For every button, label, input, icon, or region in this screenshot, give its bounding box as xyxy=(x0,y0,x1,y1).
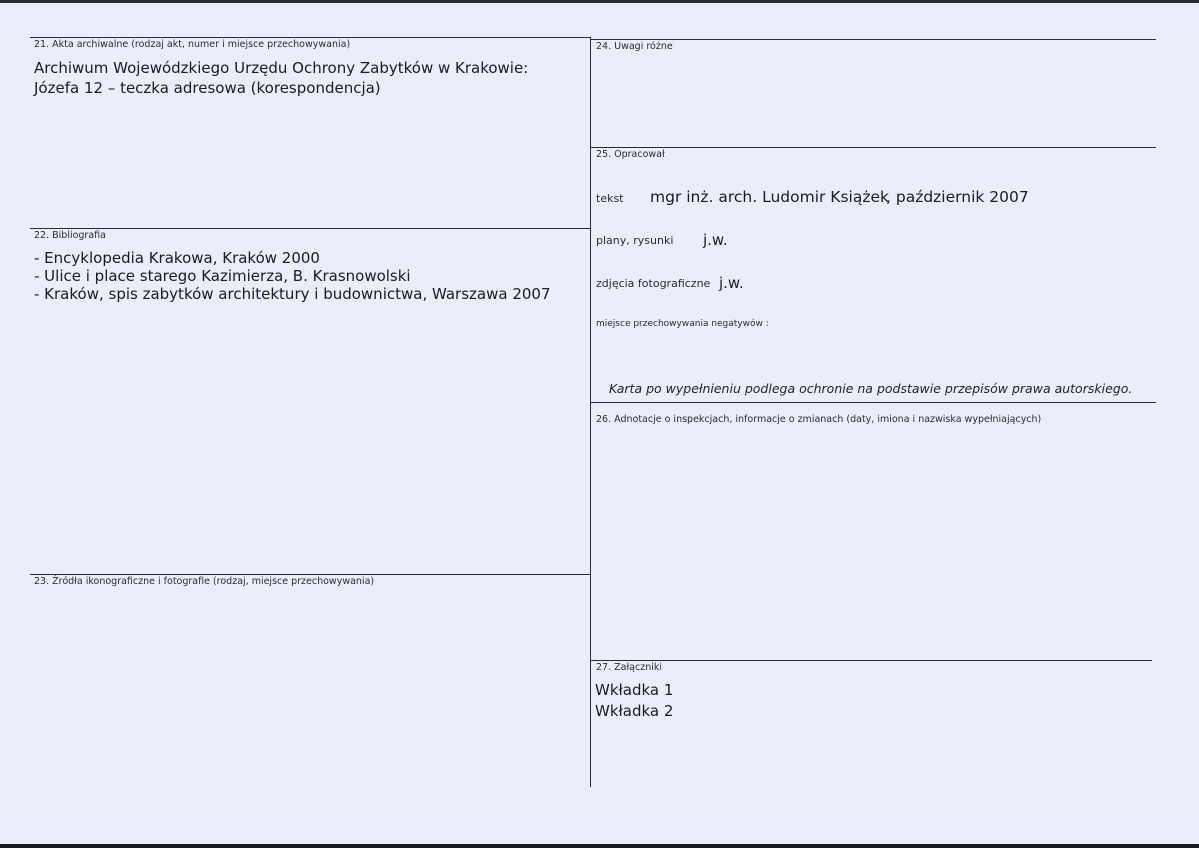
divider-25 xyxy=(590,147,1156,148)
divider-22 xyxy=(30,228,590,229)
divider-24 xyxy=(590,39,1156,40)
scan-edge-bottom xyxy=(0,844,1199,848)
zdjecia-value: j.w. xyxy=(719,274,744,292)
plany-label: plany, rysunki xyxy=(596,234,674,247)
copyright-note: Karta po wypełnieniu podlega ochronie na podstawie przepisów prawa autorskiego. xyxy=(609,381,1133,396)
attachment-item: Wkładka 2 xyxy=(595,702,674,720)
section-21-line-2: Józefa 12 – teczka adresowa (korespondencja) xyxy=(34,79,381,97)
divider-21 xyxy=(30,37,590,38)
divider-26 xyxy=(590,402,1156,403)
bibliography-item: - Ulice i place starego Kazimierza, B. Krasnowolski xyxy=(34,267,411,285)
divider-27 xyxy=(590,660,1152,661)
tekst-label: tekst xyxy=(596,192,624,205)
bibliography-list xyxy=(34,249,551,303)
section-25-label: 25. Opracował xyxy=(596,149,665,160)
section-24-label: 24. Uwagi różne xyxy=(596,41,673,52)
bibliography-item: - Encyklopedia Krakowa, Kraków 2000 xyxy=(34,249,320,267)
divider-23 xyxy=(30,574,590,575)
plany-value: j.w. xyxy=(703,231,728,249)
section-23-label: 23. Źródła ikonograficzne i fotografie (rodzaj, miejsce przechowywania) xyxy=(34,576,375,587)
section-21-line-1: Archiwum Wojewódzkiego Urzędu Ochrony Zabytków w Krakowie: xyxy=(34,59,529,77)
negatywy-label: miejsce przechowywania negatywów : xyxy=(596,319,769,329)
tekst-date: , październik 2007 xyxy=(886,188,1029,206)
column-separator xyxy=(590,37,591,787)
section-22-label: 22. Bibliografia xyxy=(34,230,106,241)
tekst-author: mgr inż. arch. Ludomir Książek xyxy=(650,188,889,206)
attachment-item: Wkładka 1 xyxy=(595,681,674,699)
zdjecia-label: zdjęcia fotograficzne xyxy=(596,277,711,290)
bibliography-item: - Kraków, spis zabytków architektury i budownictwa, Warszawa 2007 xyxy=(34,285,551,303)
section-21-label: 21. Akta archiwalne (rodzaj akt, numer i miejsce przechowywania) xyxy=(34,39,351,50)
section-27-label: 27. Załączniki xyxy=(596,662,662,673)
section-26-label: 26. Adnotacje o inspekcjach, informacje o zmianach (daty, imiona i nazwiska wypełniających) xyxy=(596,414,1042,425)
scan-edge-top xyxy=(0,0,1199,3)
